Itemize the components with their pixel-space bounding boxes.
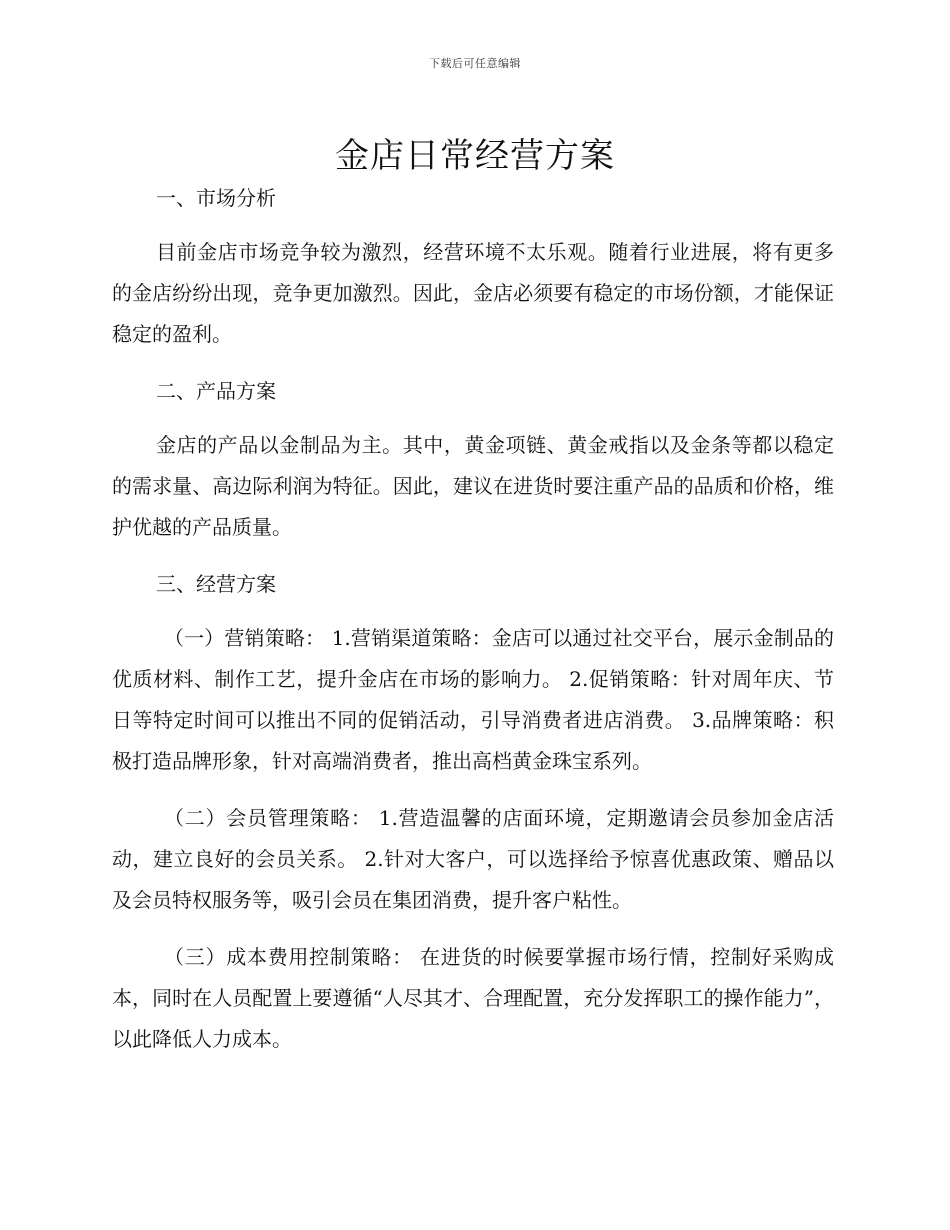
paragraph-market-analysis: 目前金店市场竞争较为激烈，经营环境不太乐观。随着行业进展，将有更多的金店纷纷出现，竞争更加激烈。因此，金店必须要有稳定的市场份额，才能保证稳定的盈利。 [112,240,834,346]
paragraph-cost-control-strategy: （三）成本费用控制策略： 在进货的时候要掌握市场行情，控制好采购成本，同时在人员配置上要遵循“人尽其才、合理配置，充分发挥职工的操作能力”，以此降低人力成本。 [112,945,834,1051]
page-header-note: 下载后可任意编辑 [429,57,521,70]
section-heading-market-analysis: 一、市场分析 [156,186,276,210]
paragraph-marketing-strategy: （一）营销策略： 1.营销渠道策略：金店可以通过社交平台，展示金制品的优质材料、制作工艺，提升金店在市场的影响力。 2.促销策略：针对周年庆、节日等特定时间可以推出不同的促销活动，引导消费者进店消费。 3.品牌策略：积极打造品牌形象，针对高端消费者，推出高档黄金珠宝系列。 [112,626,834,773]
document-title: 金店日常经营方案 [335,136,615,176]
section-heading-product-plan: 二、产品方案 [156,379,276,403]
paragraph-member-management-strategy: （二）会员管理策略： 1.营造温馨的店面环境，定期邀请会员参加金店活动，建立良好的会员关系。 2.针对大客户，可以选择给予惊喜优惠政策、赠品以及会员特权服务等，吸引会员在集团消费，提升客户粘性。 [112,806,834,912]
document-body [112,176,834,1060]
section-heading-operation-plan: 三、经营方案 [156,572,276,596]
paragraph-product-plan: 金店的产品以金制品为主。其中，黄金项链、黄金戒指以及金条等都以稳定的需求量、高边际利润为特征。因此，建议在进货时要注重产品的品质和价格，维护优越的产品质量。 [112,433,834,539]
